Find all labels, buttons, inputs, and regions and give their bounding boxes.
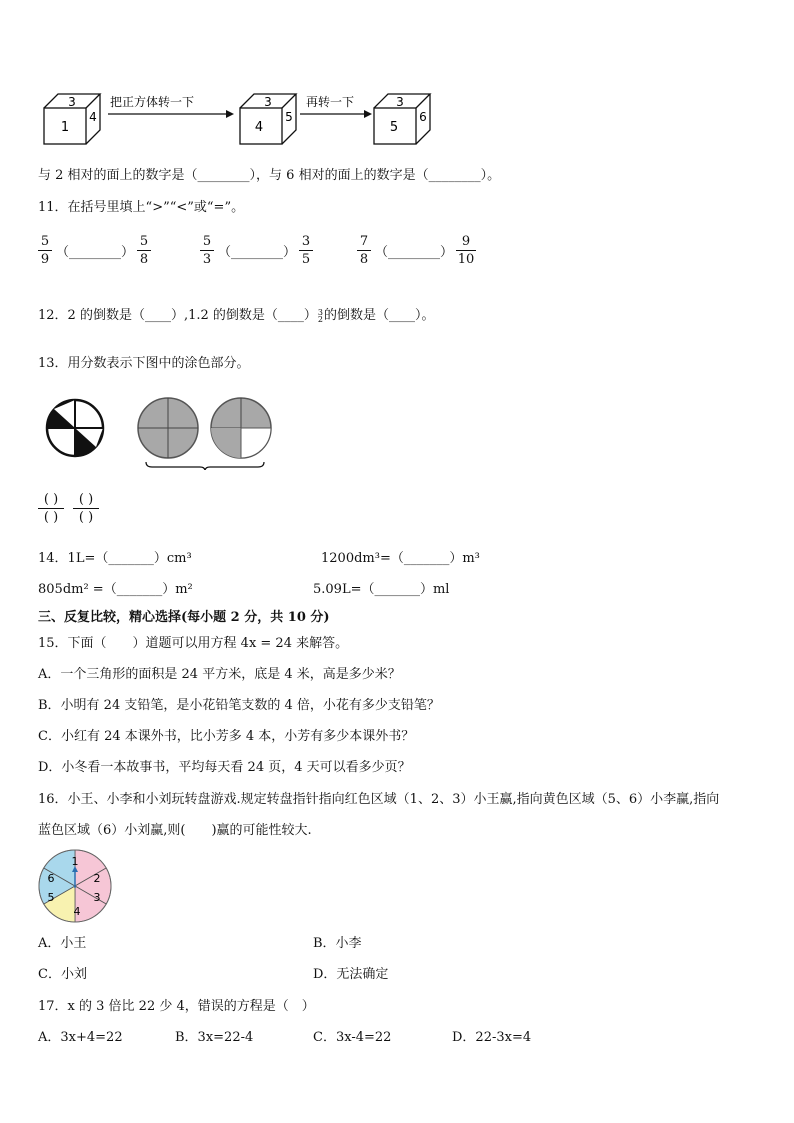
q11-item3-blank[interactable]: （________） [375, 245, 454, 260]
wheel-label-4: 4 [73, 905, 81, 918]
q11-item2-left-fraction: 5 3 [200, 234, 214, 267]
cube-2-side: 5 [285, 110, 293, 124]
q13-gray-circle-2 [211, 398, 271, 458]
cube-rotation-figure [38, 88, 438, 148]
q16-line2: 蓝色区域（6）小刘赢,则( )赢的可能性较大. [38, 823, 312, 838]
q16-option-b[interactable]: B．小李 [313, 936, 362, 951]
q11-prompt: 11．在括号里填上“>”“<”或“=”。 [38, 200, 245, 215]
q15-option-b[interactable]: B．小明有 24 支铅笔，是小花铅笔支数的 4 倍，小花有多少支铅笔？ [38, 698, 440, 713]
q13-answer-fraction-2[interactable]: ( ) ( ) [73, 492, 99, 525]
arrow-2-label: 再转一下 [306, 95, 355, 109]
q11-item1-right-fraction: 5 8 [137, 234, 151, 267]
wheel-label-3: 3 [93, 891, 101, 904]
q12-part2: 的倒数是（____）。 [323, 308, 435, 323]
cube-1-side: 4 [89, 110, 97, 124]
q11-item2-blank[interactable]: （________） [218, 245, 297, 260]
q12-part1: 12．2 的倒数是（____）,1.2 的倒数是（____） [38, 308, 317, 323]
q11-item1-blank[interactable]: （________） [56, 245, 135, 260]
cube-3-side: 6 [419, 110, 427, 124]
q13-gray-circle-1 [138, 398, 198, 458]
wheel-label-5: 5 [47, 891, 55, 904]
q10-question: 与 2 相对的面上的数字是（________），与 6 相对的面上的数字是（________）。 [38, 168, 501, 183]
q11-item2-right-fraction: 3 5 [299, 234, 313, 267]
q13-prompt: 13．用分数表示下图中的涂色部分。 [38, 356, 250, 371]
wheel-label-2: 2 [93, 872, 101, 885]
q16-option-a[interactable]: A．小王 [38, 936, 87, 951]
arrow-1-label: 把正方体转一下 [110, 95, 195, 109]
q14-b: 1200dm³=（_______）m³ [321, 551, 480, 566]
q15-option-d[interactable]: D．小冬看一本故事书，平均每天看 24 页，4 天可以看多少页？ [38, 760, 411, 775]
q13-brace [146, 462, 264, 470]
q16-option-d[interactable]: D．无法确定 [313, 967, 389, 982]
q12-question [38, 308, 435, 324]
cube-1-top: 3 [68, 95, 76, 109]
q15-option-c[interactable]: C．小红有 24 本课外书，比小芳多 4 本，小芳有多少本课外书？ [38, 729, 415, 744]
q16-option-c[interactable]: C．小刘 [38, 967, 87, 982]
q12-small-fraction: 3 2 [317, 307, 323, 324]
wheel-label-1: 1 [71, 855, 79, 868]
q11-item3-left-fraction: 7 8 [357, 234, 371, 267]
q11-item1-left-fraction: 5 9 [38, 234, 52, 267]
q13-circle-quarters [47, 400, 103, 456]
cube-3-top: 3 [396, 95, 404, 109]
q15-option-a[interactable]: A．一个三角形的面积是 24 平方米，底是 4 米，高是多少米？ [38, 667, 401, 682]
q17-option-d[interactable]: D．22-3x=4 [452, 1030, 532, 1045]
q17-option-a[interactable]: A．3x+4=22 [38, 1030, 123, 1045]
q17-prompt: 17．x 的 3 倍比 22 少 4，错误的方程是（ ） [38, 999, 315, 1014]
q15-prompt: 15．下面（ ）道题可以用方程 4x = 24 来解答。 [38, 636, 349, 651]
cube-1-front: 1 [60, 120, 70, 135]
q14-c: 805dm² =（_______）m² [38, 582, 193, 597]
cube-2-top: 3 [264, 95, 272, 109]
q14-a: 14．1L=（_______）cm³ [38, 551, 192, 566]
q17-option-b[interactable]: B．3x=22-4 [175, 1030, 254, 1045]
q17-option-c[interactable]: C．3x-4=22 [313, 1030, 392, 1045]
q11-item3-right-fraction: 9 10 [457, 234, 475, 267]
q13-figures [40, 390, 290, 470]
q14-d: 5.09L=（_______）ml [313, 582, 450, 597]
section3-title: 三、反复比较，精心选择(每小题 2 分，共 10 分) [38, 610, 330, 625]
cube-3-front: 5 [389, 120, 399, 135]
q16-spinner-wheel [36, 848, 116, 924]
q13-answer-fraction-1[interactable]: ( ) ( ) [38, 492, 64, 525]
wheel-label-6: 6 [47, 872, 55, 885]
cube-2-front: 4 [254, 120, 264, 135]
q16-line1: 16．小王、小李和小刘玩转盘游戏.规定转盘指针指向红色区域（1、2、3）小王赢,指向黄色区域（5、6）小李赢,指向 [38, 792, 720, 807]
